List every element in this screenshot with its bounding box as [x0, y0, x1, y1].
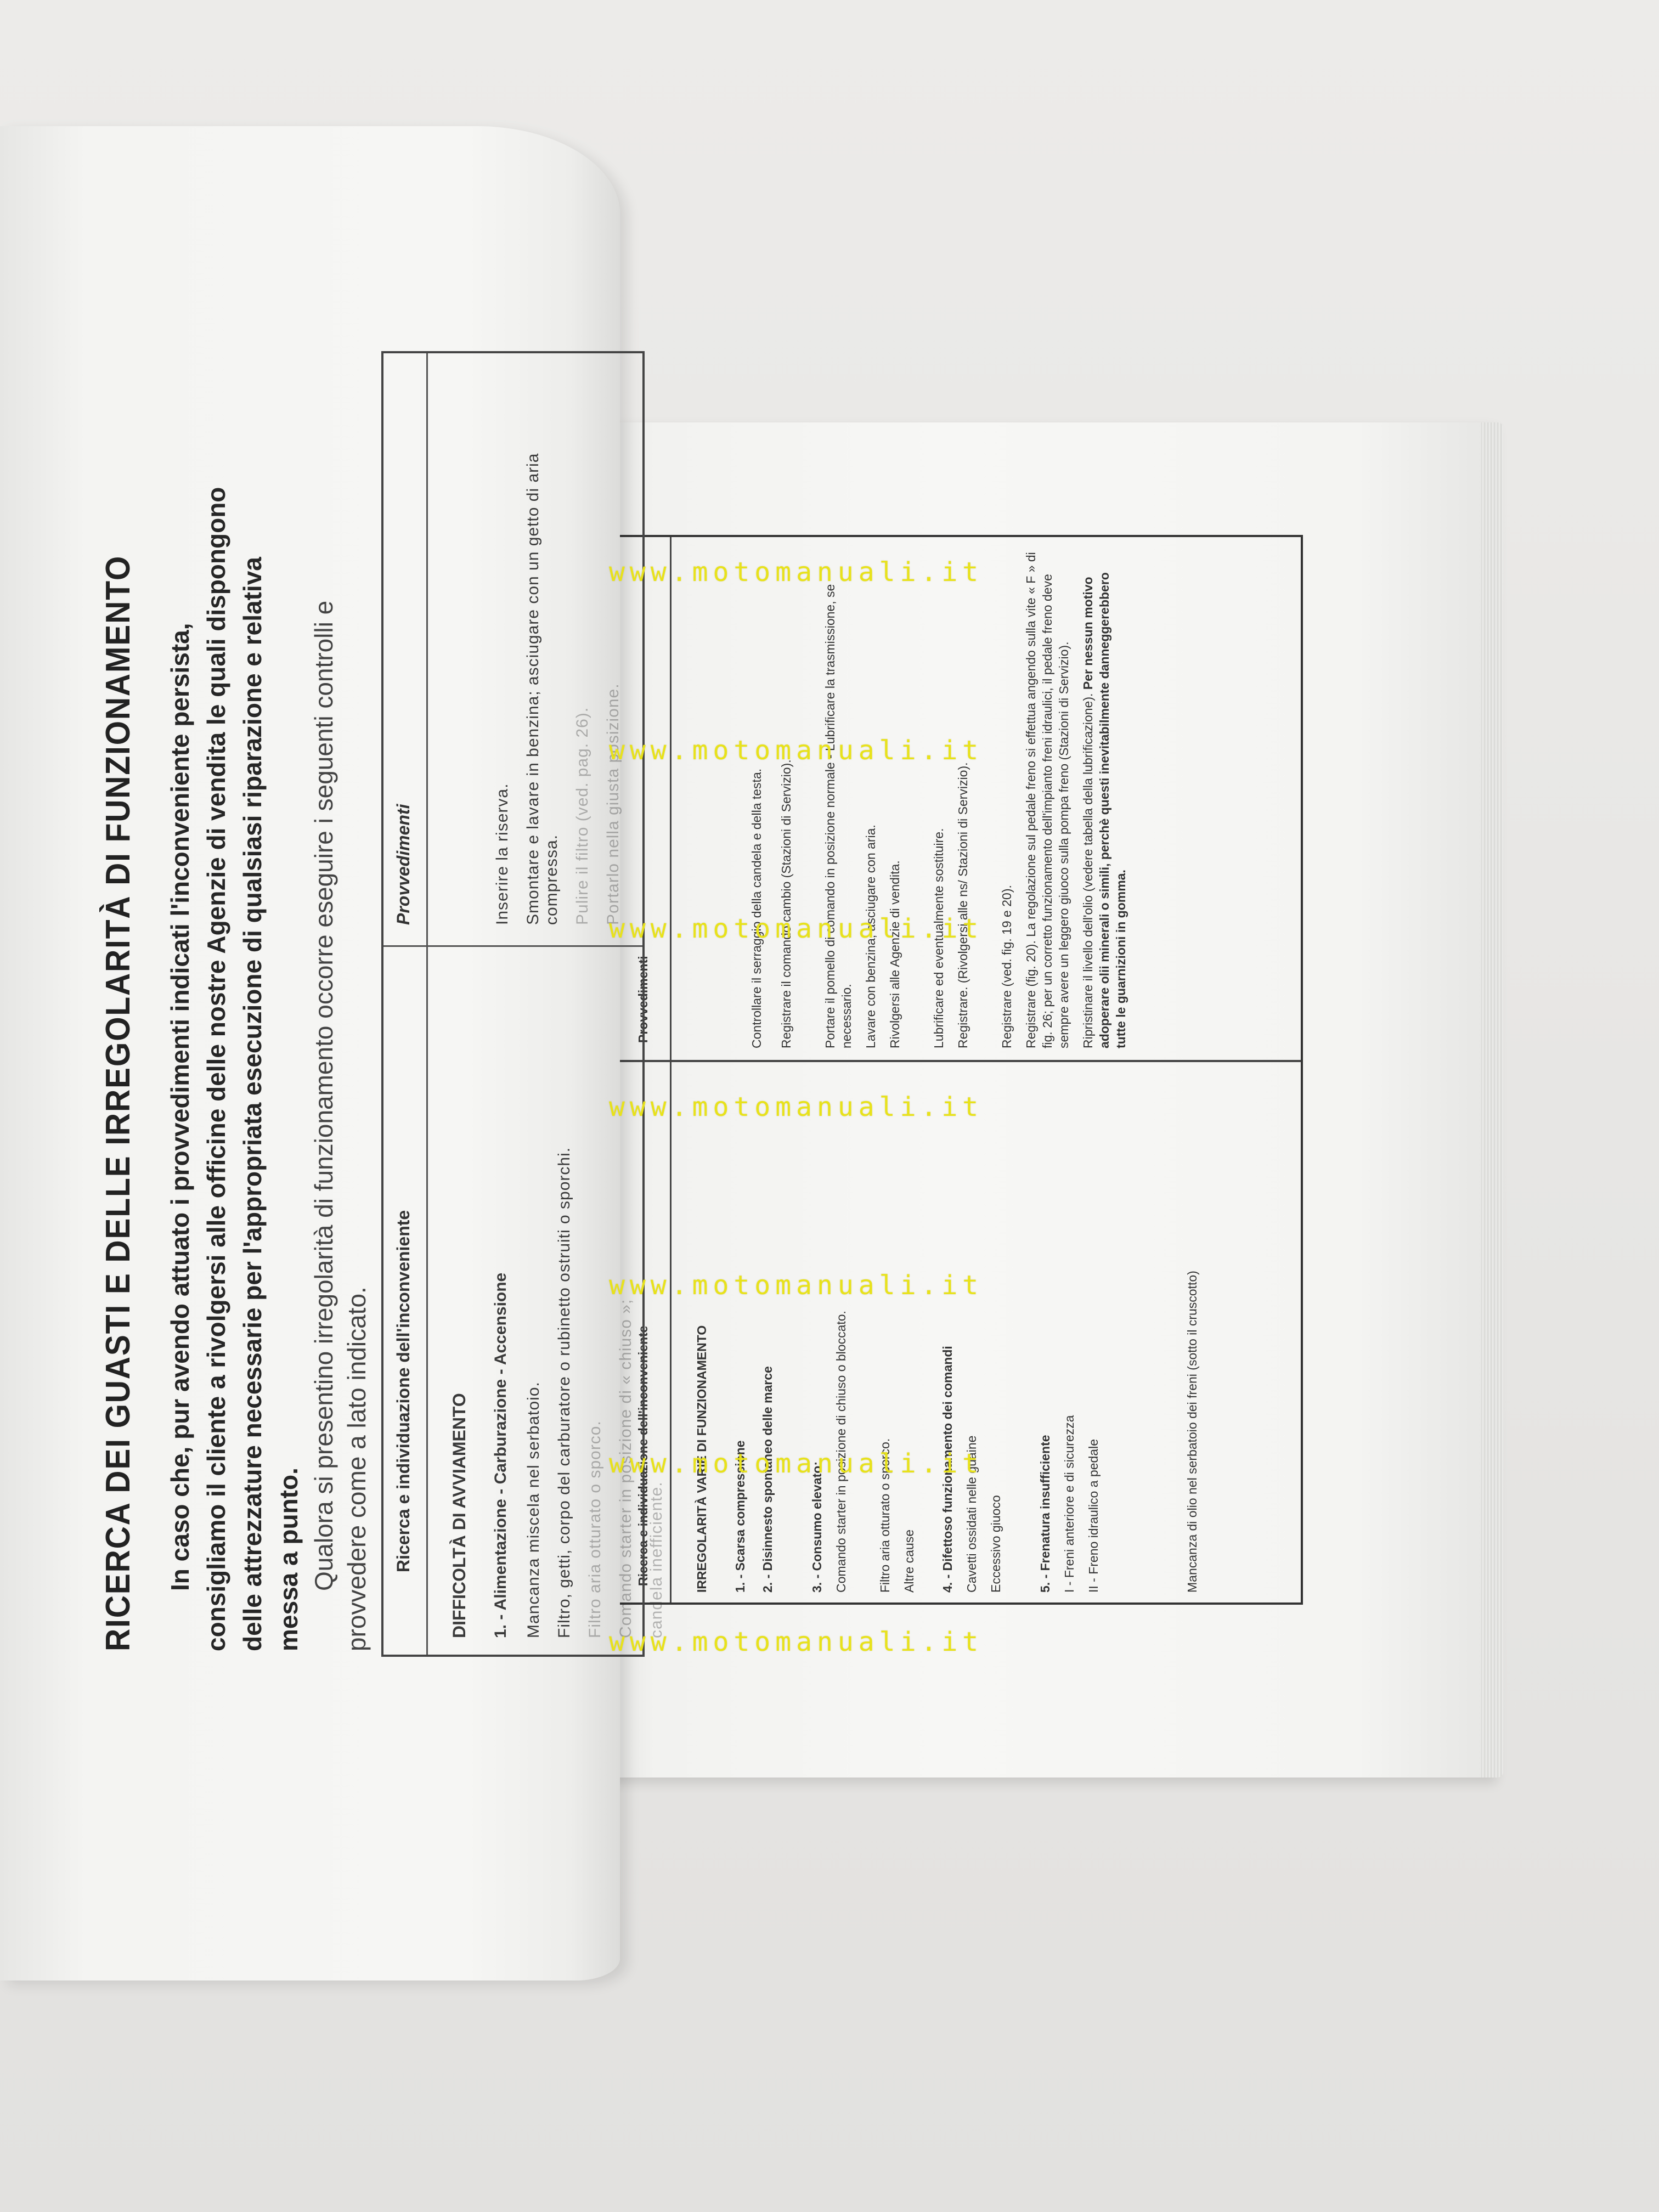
issue-line: Mancanza miscela nel serbatoio.	[524, 1381, 543, 1638]
issue-item: 4. - Difettoso funzionamento dei comandi	[940, 1346, 955, 1593]
issue-line: Comando starter in posizione di chiuso o bloccato.	[834, 1311, 848, 1593]
issue-item: 5. - Frenatura insufficiente	[1038, 1435, 1052, 1593]
column-divider	[383, 945, 642, 947]
remedy-line: Rivolgersi alle Agenzie di vendita.	[888, 860, 902, 1048]
diagnosis-column	[693, 1077, 1200, 1593]
issue-item: 1. - Scarsa compressione	[733, 1440, 747, 1593]
remedy-line: Registrare (ved. fig. 19 e 20).	[1000, 885, 1014, 1048]
issue-line: Filtro, getti, corpo del carburatore o rubinetto ostruiti o sporchi.	[555, 1147, 573, 1638]
right-page-content	[617, 535, 1303, 1605]
column-divider	[619, 1060, 1301, 1062]
remedy-text: Ripristinare il livello dell'olio (vedere tabella della lubrificazione).	[1081, 693, 1095, 1048]
remedy-line: Smontare e lavare in benzina; asciugare con un getto di aria compressa.	[524, 453, 561, 925]
watermark: www.motomanuali.it	[609, 735, 984, 766]
issue-line: Comando starter in posizione di « chiuso »;	[617, 1299, 635, 1638]
remedy-line: Lavare con benzina, asciugare con aria.	[864, 825, 878, 1048]
table-header	[383, 353, 428, 1655]
issue-line: Cavetti ossidati nelle guaine	[964, 1435, 979, 1593]
issue-item: 3. - Consumo elevato:	[810, 1462, 824, 1593]
issue-line: I - Freni anteriore e di sicurezza	[1062, 1415, 1076, 1593]
diagnosis-column	[449, 963, 678, 1638]
col-header-remedies: Provvedimenti	[636, 956, 650, 1043]
remedy-line: Pulire il filtro (ved. pag. 26).	[573, 707, 591, 925]
col-header-diagnosis: Ricerca e individuazione dell'inconveniente	[636, 1325, 650, 1586]
issue-item: 2. - Disinnesto spontaneo delle marce	[760, 1366, 775, 1593]
issue-line: Eccessivo giuoco	[989, 1495, 1003, 1593]
watermark: www.motomanuali.it	[609, 1627, 984, 1657]
issue-line: candela inefficiente.	[647, 1481, 665, 1638]
remedies-column	[693, 544, 1129, 1048]
remedy-line: Registrare il comando cambio (Stazioni di Servizio).	[779, 759, 793, 1048]
remedy-line: Portarlo nella giusta posizione.	[604, 683, 622, 925]
watermark: www.motomanuali.it	[609, 913, 984, 944]
remedy-line: Lubrificare ed eventualmente sostituire.	[932, 828, 946, 1048]
issue-line: Filtro aria otturato o sporco.	[878, 1438, 892, 1593]
page-title: RICERCA DEI GUASTI E DELLE IRREGOLARITÀ DI FUNZIONAMENTO	[99, 555, 137, 1651]
remedy-line: Portare il pomello di comando in posizione normale - Lubrificare la trasmissione, se necessario.	[823, 584, 854, 1048]
watermark: www.motomanuali.it	[609, 557, 984, 588]
remedy-warning: Per nessun motivo adoperare olii minerali o simili, perchè questi inevitabilmente danneggerebbero tutte le guarnizioni in gomma.	[1081, 572, 1128, 1048]
intro-paragraph-2: Qualora si presentino irregolarità di funzionamento occorre eseguire i seguenti controlli e provvedere come a lato indicato.	[309, 600, 371, 1651]
watermark: www.motomanuali.it	[609, 1448, 984, 1479]
issue-item: 1. - Alimentazione - Carburazione - Accensione	[492, 1272, 510, 1638]
remedy-line: Registrare (fig. 20). La regolazione sul pedale freno si effettua angendo sulla vite « F » di fig. 26; per un corretto funzionamento dell'impianto freni idraulici, il pedale freno deve sempre avere un leggero giuoco sulla pompa freno (Stazioni di Servizio).	[1024, 552, 1071, 1048]
remedy-line: Registrare. (Rivolgersi alle ns/ Stazioni di Servizio).	[956, 762, 970, 1048]
remedy-line: Inserire la riserva.	[493, 783, 511, 925]
section-title: IRREGOLARITÀ VARIE DI FUNZIONAMENTO	[695, 1325, 709, 1593]
issue-line: Altre cause	[902, 1529, 916, 1593]
left-page-content	[99, 137, 665, 1717]
troubleshooting-table-left	[381, 351, 665, 1657]
troubleshooting-table-right	[617, 535, 1303, 1605]
remedy-line	[1080, 544, 1129, 1048]
issue-line: Mancanza di olio nel serbatoio dei freni (sotto il cruscotto)	[1185, 1271, 1199, 1593]
page-edges	[1481, 422, 1503, 1778]
issue-line: Filtro aria otturato o sporco.	[586, 1420, 604, 1638]
remedies-column	[493, 376, 635, 925]
intro-paragraph: In caso che, pur avendo attuato i provvedimenti indicati l'inconveniente persista, consigliamo il cliente a rivolgersi alle officine delle nostre Agenzie di vendita le quali dispongono delle attrezzature necessarie per l'appropriata esecuzione di qualsiasi riparazione e relativa messa a punto.	[166, 487, 303, 1651]
section-title: DIFFICOLTÀ DI AVVIAMENTO	[449, 1393, 469, 1638]
watermark: www.motomanuali.it	[609, 1270, 984, 1301]
issue-line: II - Freno idraulico a pedale	[1086, 1439, 1101, 1593]
col-header-remedies: Provvedimenti	[393, 804, 413, 925]
remedy-line: Controllare il serraggio della candela e della testa.	[749, 768, 764, 1048]
watermark: www.motomanuali.it	[609, 1092, 984, 1122]
col-header-diagnosis: Ricerca e individuazione dell'inconveniente	[393, 1210, 413, 1572]
